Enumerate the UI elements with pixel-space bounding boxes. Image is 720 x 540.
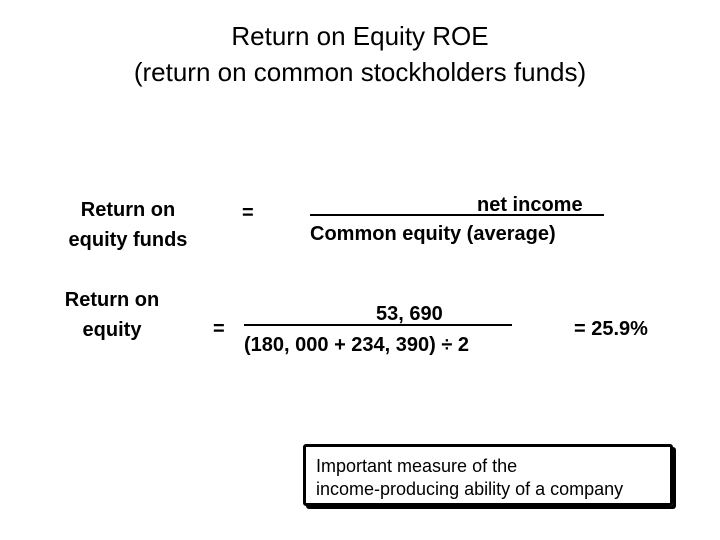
formula-denominator: Common equity (average)	[310, 223, 556, 245]
calculation-result: = 25.9%	[574, 318, 648, 340]
calculation-label-line-2: equity	[82, 319, 142, 341]
formula-fraction-bar	[310, 214, 604, 216]
calculation-numerator: 53, 690	[376, 303, 443, 325]
formula-label-line-2: equity funds	[68, 229, 188, 251]
formula-label	[48, 195, 208, 255]
calculation-label	[38, 285, 186, 345]
calculation-fraction-bar	[244, 324, 512, 326]
formula-numerator: net income	[477, 194, 583, 216]
title-line-1: Return on Equity ROE	[231, 21, 489, 51]
slide-title	[0, 18, 720, 90]
note-line-2: income-producing ability of a company	[316, 479, 624, 499]
calculation-label-line-1: Return on	[64, 289, 160, 311]
formula-label-line-1: Return on	[80, 199, 176, 221]
note-line-1: Important measure of the	[316, 456, 518, 476]
title-line-2: (return on common stockholders funds)	[133, 57, 587, 87]
calculation-denominator: (180, 000 + 234, 390) ÷ 2	[244, 334, 470, 356]
note-box	[303, 444, 673, 506]
formula-equals: =	[242, 202, 254, 224]
calculation-equals: =	[213, 318, 225, 340]
